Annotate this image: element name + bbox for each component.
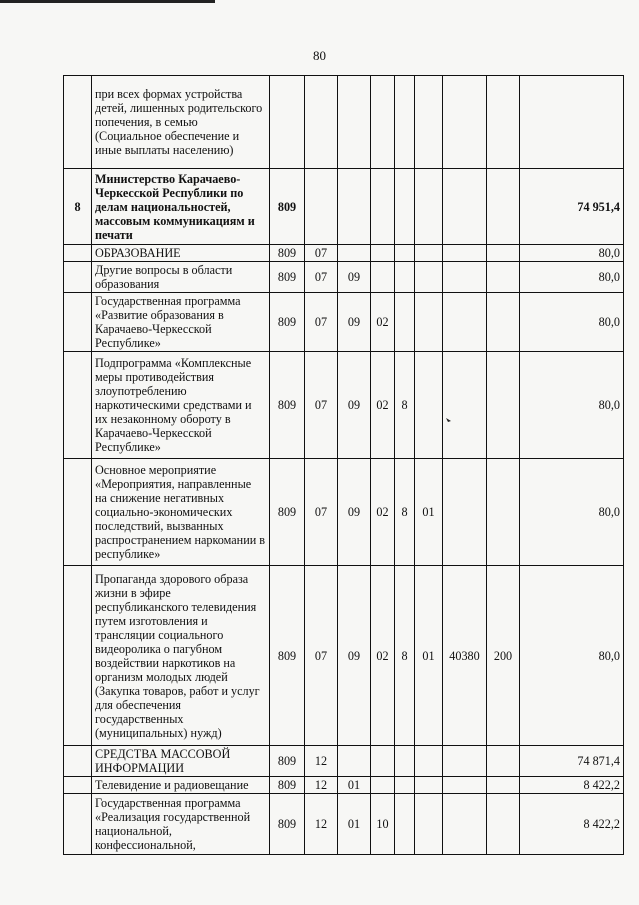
table-row [64,777,624,794]
code-cell-c8 [487,746,520,777]
code-cell-c4: 02 [371,459,395,566]
code-cell-c5 [395,746,415,777]
amount-cell: 74 951,4 [520,169,624,245]
amount-cell: 80,0 [520,459,624,566]
code-cell-c6 [415,245,443,262]
code-cell-c2: 07 [305,245,338,262]
code-cell-c3 [338,169,371,245]
table-row [64,566,624,746]
table-row [64,76,624,169]
code-cell-c2 [305,76,338,169]
code-cell-c2: 12 [305,794,338,855]
code-cell-c3: 09 [338,459,371,566]
amount-cell: 8 422,2 [520,777,624,794]
code-cell-c4 [371,169,395,245]
code-cell-c6: 01 [415,566,443,746]
item-name-cell: Государственная программа «Развитие образования в Карачаево-Черкесской Республике» [92,293,270,352]
code-cell-c2: 07 [305,293,338,352]
code-cell-c8 [487,459,520,566]
code-cell-c3: 01 [338,777,371,794]
item-name-cell: ОБРАЗОВАНИЕ [92,245,270,262]
code-cell-c3: 09 [338,293,371,352]
code-cell-c7 [443,293,487,352]
table-row [64,794,624,855]
code-cell-c5 [395,245,415,262]
code-cell-c1: 809 [270,459,305,566]
code-cell-c8 [487,262,520,293]
code-cell-c4: 02 [371,566,395,746]
code-cell-c1: 809 [270,777,305,794]
code-cell-c5 [395,777,415,794]
row-number-cell [64,794,92,855]
code-cell-c8 [487,76,520,169]
budget-table [63,75,624,855]
code-cell-c7 [443,352,487,459]
code-cell-c7 [443,245,487,262]
code-cell-c2: 07 [305,262,338,293]
code-cell-c7 [443,169,487,245]
code-cell-c6 [415,794,443,855]
table-row [64,459,624,566]
code-cell-c7 [443,746,487,777]
code-cell-c7: 40380 [443,566,487,746]
code-cell-c1 [270,76,305,169]
code-cell-c5 [395,76,415,169]
code-cell-c4 [371,746,395,777]
code-cell-c1: 809 [270,794,305,855]
code-cell-c1: 809 [270,169,305,245]
code-cell-c1: 809 [270,352,305,459]
code-cell-c1: 809 [270,746,305,777]
code-cell-c2: 07 [305,352,338,459]
code-cell-c5 [395,293,415,352]
code-cell-c6 [415,262,443,293]
amount-cell: 74 871,4 [520,746,624,777]
row-number-cell [64,245,92,262]
row-number-cell [64,293,92,352]
table-row [64,169,624,245]
row-number-cell [64,262,92,293]
item-name-cell: Телевидение и радиовещание [92,777,270,794]
code-cell-c4: 02 [371,352,395,459]
code-cell-c1: 809 [270,293,305,352]
code-cell-c8 [487,293,520,352]
row-number-cell [64,352,92,459]
code-cell-c6 [415,169,443,245]
table-row [64,352,624,459]
code-cell-c5 [395,262,415,293]
code-cell-c4: 10 [371,794,395,855]
amount-cell: 80,0 [520,245,624,262]
code-cell-c8 [487,794,520,855]
item-name-cell: СРЕДСТВА МАССОВОЙ ИНФОРМАЦИИ [92,746,270,777]
amount-cell: 8 422,2 [520,794,624,855]
item-name-cell: Основное мероприятие «Мероприятия, направленные на снижение негативных социально-экономических последствий, вызванных распространением наркомании в республике» [92,459,270,566]
table-row [64,245,624,262]
code-cell-c2: 07 [305,566,338,746]
code-cell-c3 [338,746,371,777]
amount-cell: 80,0 [520,293,624,352]
row-number-cell [64,746,92,777]
code-cell-c2: 07 [305,459,338,566]
code-cell-c1: 809 [270,262,305,293]
item-name-cell: Другие вопросы в области образования [92,262,270,293]
code-cell-c4 [371,777,395,794]
amount-cell: 80,0 [520,352,624,459]
item-name-cell: Министерство Карачаево-Черкесской Республики по делам национальностей, массовым коммуникациям и печати [92,169,270,245]
code-cell-c8 [487,245,520,262]
item-name-cell: Государственная программа «Реализация государственной национальной, конфессиональной, [92,794,270,855]
code-cell-c4 [371,76,395,169]
code-cell-c1: 809 [270,245,305,262]
row-number-cell [64,777,92,794]
code-cell-c6 [415,746,443,777]
code-cell-c6: 01 [415,459,443,566]
code-cell-c7 [443,262,487,293]
code-cell-c2: 12 [305,777,338,794]
code-cell-c4 [371,262,395,293]
code-cell-c3: 09 [338,352,371,459]
code-cell-c3: 09 [338,262,371,293]
row-number-cell [64,459,92,566]
code-cell-c3: 01 [338,794,371,855]
code-cell-c8 [487,777,520,794]
code-cell-c8 [487,352,520,459]
code-cell-c5: 8 [395,352,415,459]
stray-pen-mark [446,418,452,424]
item-name-cell: Пропаганда здорового образа жизни в эфире республиканского телевидения путем изготовления и трансляции социального видеоролика о пагубном воздействии наркотиков на организм молодых людей (Закупка товаров, работ и услуг для обеспечения государственных (муниципальных) нужд) [92,566,270,746]
row-number-cell: 8 [64,169,92,245]
code-cell-c1: 809 [270,566,305,746]
amount-cell: 80,0 [520,566,624,746]
code-cell-c5: 8 [395,459,415,566]
code-cell-c2 [305,169,338,245]
item-name-cell: Подпрограмма «Комплексные меры противодействия злоупотреблению наркотическими средствами и их незаконному обороту в Карачаево-Черкесской Республике» [92,352,270,459]
table-row [64,293,624,352]
code-cell-c6 [415,352,443,459]
code-cell-c8 [487,169,520,245]
item-name-cell: при всех формах устройства детей, лишенных родительского попечения, в семью (Социальное обеспечение и иные выплаты населению) [92,76,270,169]
code-cell-c3 [338,76,371,169]
code-cell-c7 [443,794,487,855]
table-row [64,262,624,293]
page-number: 80 [313,48,326,63]
table-row [64,746,624,777]
code-cell-c6 [415,777,443,794]
code-cell-c6 [415,76,443,169]
amount-cell [520,76,624,169]
code-cell-c7 [443,459,487,566]
row-number-cell [64,76,92,169]
code-cell-c3: 09 [338,566,371,746]
top-rule [0,0,215,3]
code-cell-c7 [443,76,487,169]
code-cell-c2: 12 [305,746,338,777]
code-cell-c4: 02 [371,293,395,352]
code-cell-c8: 200 [487,566,520,746]
code-cell-c6 [415,293,443,352]
row-number-cell [64,566,92,746]
code-cell-c5 [395,169,415,245]
code-cell-c3 [338,245,371,262]
code-cell-c5 [395,794,415,855]
code-cell-c4 [371,245,395,262]
code-cell-c5: 8 [395,566,415,746]
amount-cell: 80,0 [520,262,624,293]
code-cell-c7 [443,777,487,794]
